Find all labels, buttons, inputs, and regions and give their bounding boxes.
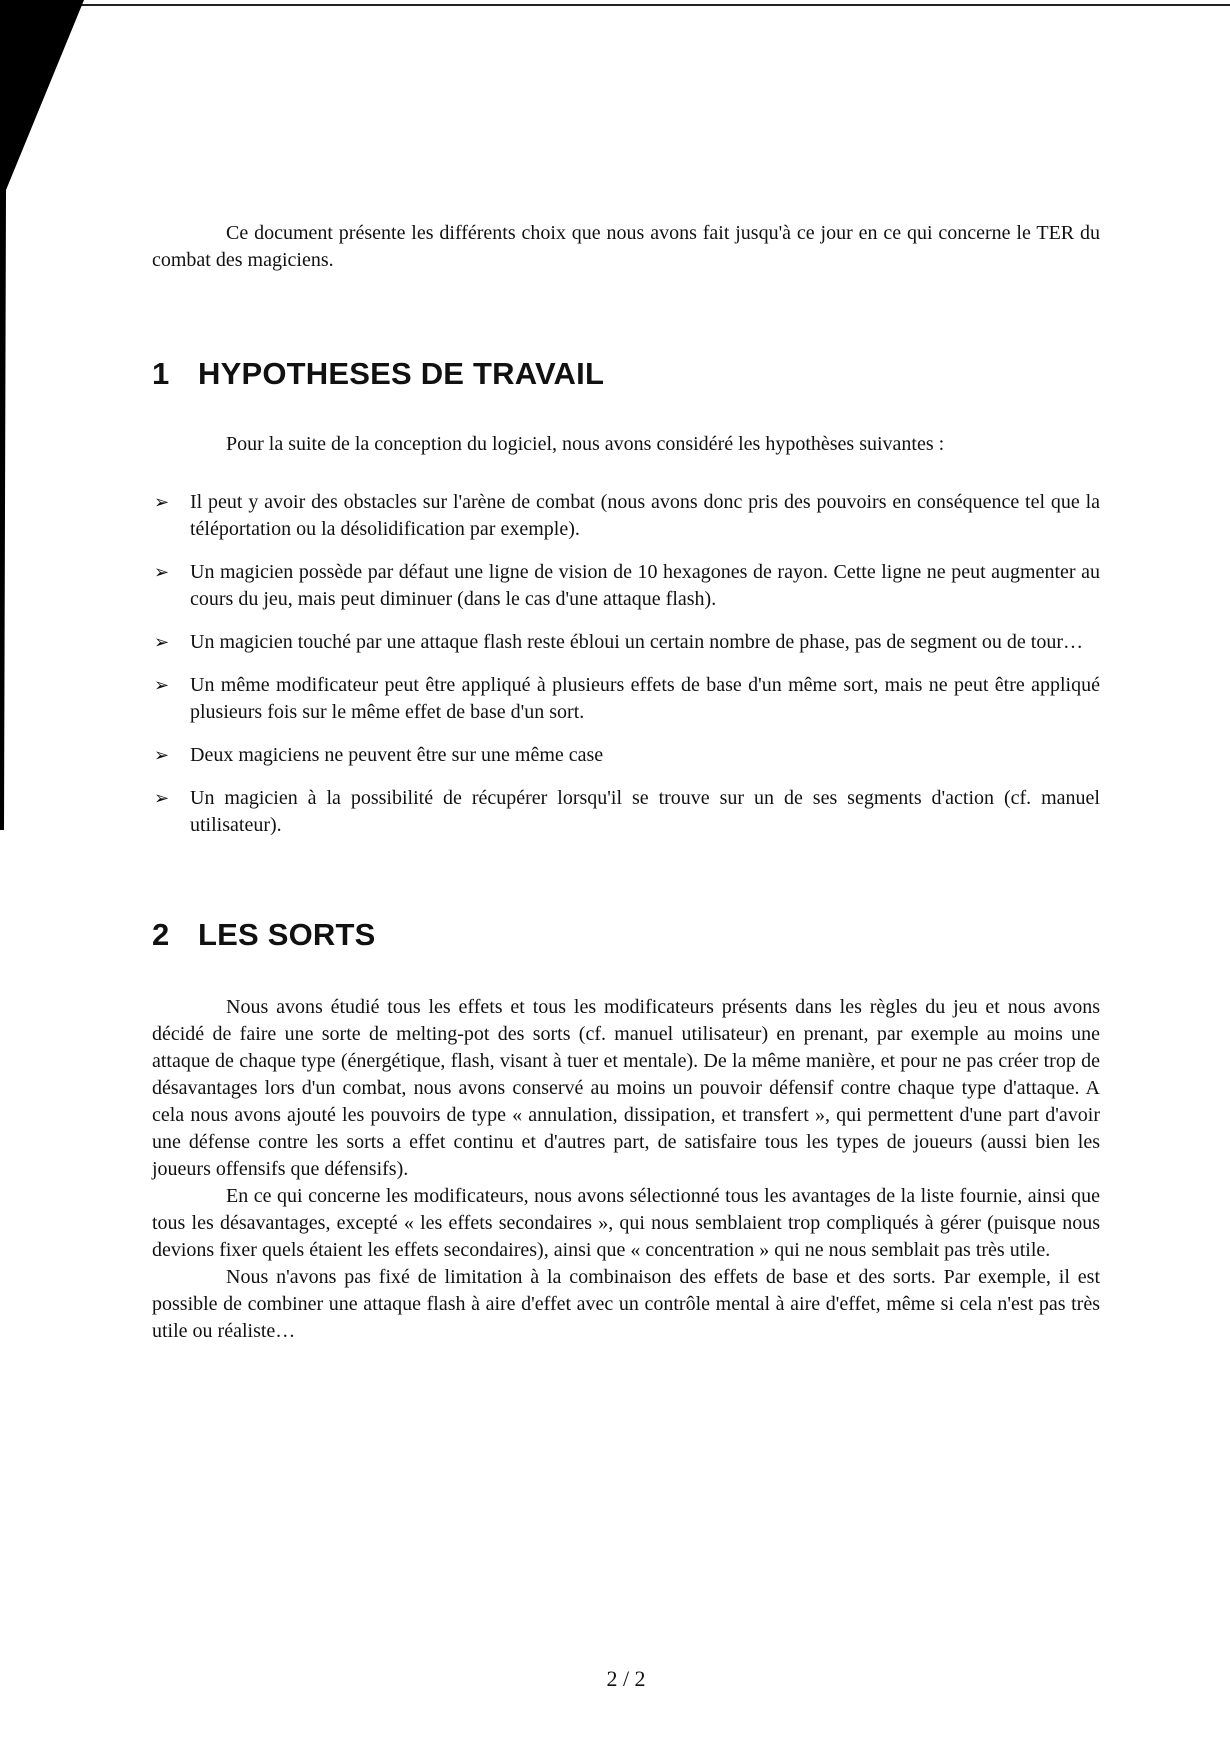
list-item: ➢ Un magicien à la possibilité de récupérer lorsqu'il se trouve sur un de ses segments d'action (cf. manuel utilisateur). <box>154 787 1100 836</box>
arrow-bullet-icon: ➢ <box>154 492 170 513</box>
sorts-paragraph: Nous avons étudié tous les effets et tous les modificateurs présents dans les règles du jeu et nous avons décidé de faire une sorte de melting-pot des sorts (cf. manuel utilisateur) en prenant, par exemple au moins une attaque de chaque type (énergétique, flash, visant à tuer et mentale). De la même manière, et pour ne pas créer trop de désavantages lors d'un combat, nous avons conservé au moins un pouvoir défensif contre chaque type d'attaque. A cela nous avons ajouté les pouvoirs de type « annulation, dissipation, et transfert », qui permettent d'une part d'avoir une défense contre les sorts a effet continu et d'autres part, de satisfaire tous les types de joueurs (aussi bien les joueurs offensifs que défensifs). <box>152 996 1100 1180</box>
section-title: HYPOTHESES DE TRAVAIL <box>198 356 605 391</box>
section-heading-hypotheses <box>152 356 604 392</box>
list-item: ➢ Un magicien possède par défaut une ligne de vision de 10 hexagones de rayon. Cette ligne ne peut augmenter au cours du jeu, mais peut diminuer (dans le cas d'une attaque flash). <box>154 561 1100 610</box>
hypotheses-list <box>152 489 1100 855</box>
arrow-bullet-icon: ➢ <box>154 562 170 583</box>
arrow-bullet-icon: ➢ <box>154 632 170 653</box>
hypotheses-intro: Pour la suite de la conception du logiciel, nous avons considéré les hypothèses suivantes : <box>226 433 945 455</box>
arrow-bullet-icon: ➢ <box>154 745 170 766</box>
arrow-bullet-icon: ➢ <box>154 788 170 809</box>
list-item: ➢ Un magicien touché par une attaque flash reste ébloui un certain nombre de phase, pas de segment ou de tour… <box>152 629 1100 656</box>
arrow-bullet-icon: ➢ <box>154 675 170 696</box>
intro-paragraph: Ce document présente les différents choix que nous avons fait jusqu'à ce jour en ce qui concerne le TER du combat des magiciens. <box>152 222 1100 271</box>
sorts-body <box>152 994 1100 1345</box>
sorts-paragraph: En ce qui concerne les modificateurs, nous avons sélectionné tous les avantages de la liste fournie, ainsi que tous les désavantages, excepté « les effets secondaires », qui nous semblaient trop compliqués à gérer (puisque nous devions fixer quels étaient les effets secondaires), ainsi que « concentration » qui ne nous semblait pas très utile. <box>152 1185 1100 1261</box>
scan-left-shadow <box>0 0 100 1744</box>
list-item: ➢ Il peut y avoir des obstacles sur l'arène de combat (nous avons donc pris des pouvoirs en conséquence tel que la téléportation ou la désolidification par exemple). <box>154 491 1100 540</box>
section-number: 1 <box>152 356 170 391</box>
sorts-paragraph: Nous n'avons pas fixé de limitation à la combinaison des effets de base et des sorts. Par exemple, il est possible de combiner une attaque flash à aire d'effet avec un contrôle mental à aire d'effet, même si cela n'est pas très utile ou réaliste… <box>152 1266 1100 1342</box>
page-number: 2 / 2 <box>606 1666 646 1691</box>
section-title: LES SORTS <box>198 917 376 952</box>
list-item: ➢ Un même modificateur peut être appliqué à plusieurs effets de base d'un même sort, mais ne peut être appliqué plusieurs fois sur le même effet de base d'un sort. <box>154 674 1100 723</box>
section-number: 2 <box>152 917 170 952</box>
list-item: ➢ Deux magiciens ne peuvent être sur une même case <box>152 742 1100 769</box>
scan-top-edge <box>0 4 1230 6</box>
section-heading-sorts <box>152 917 376 953</box>
